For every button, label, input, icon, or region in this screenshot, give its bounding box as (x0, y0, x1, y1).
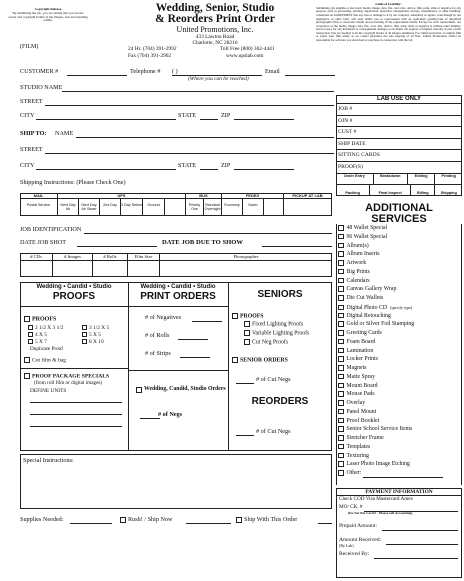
job-identification-field[interactable] (84, 233, 332, 234)
customer-number-label: CUSTOMER # (20, 68, 59, 75)
senior-orders-checkbox[interactable] (232, 357, 238, 363)
service-7[interactable] (338, 286, 396, 294)
company-name: United Promotions, Inc. (176, 25, 254, 34)
service-25[interactable] (338, 444, 370, 452)
print-negs-label: # of Negs (158, 411, 183, 418)
lab-row-3[interactable] (336, 139, 461, 151)
proof-size-2[interactable]: 4 X 5 (28, 332, 47, 338)
service-checkbox[interactable] (338, 365, 344, 371)
service-label: Templates (346, 443, 371, 450)
lab-workflow-row2 (336, 185, 462, 196)
header (118, 3, 312, 60)
service-checkbox[interactable] (338, 383, 344, 389)
ship-option-9[interactable]: Economy (222, 199, 243, 216)
lab-shipping[interactable]: Shipping (440, 191, 457, 195)
seniors-proofs-checkbox[interactable] (232, 313, 238, 319)
received-by-label: Received By: (339, 551, 370, 557)
service-19[interactable] (338, 391, 375, 399)
date-due-label: DATE JOB DUE TO SHOW (162, 239, 243, 246)
ship-option-2[interactable]: Next Day Air Saver (79, 199, 100, 216)
service-checkbox[interactable] (338, 260, 344, 266)
proofs-header (20, 284, 128, 302)
proof-package-option[interactable]: PROOF PACKAGE SPECIALS (24, 373, 109, 380)
ship-city-label: CITY (20, 162, 35, 169)
additional-title-line1: ADDITIONAL (365, 202, 433, 214)
variable-lighting-option[interactable]: Variable Lighting Proofs (244, 330, 309, 337)
wcs-orders-option[interactable]: Wedding, Candid, Studio Orders (136, 386, 226, 393)
negatives-label: # of Negatives (145, 314, 182, 321)
prepaid-field[interactable] (382, 530, 458, 531)
wcs-orders-checkbox[interactable] (136, 387, 142, 393)
service-label: Laser Photo Image Etching (346, 461, 410, 468)
proof-size-2-checkbox[interactable] (28, 332, 33, 337)
shipping-instructions-label: Shipping Instructions: (Please Check One) (20, 179, 126, 186)
card-note: (Do Not Put Card # - Please call Accounting) (348, 511, 413, 515)
service-checkbox[interactable] (338, 426, 344, 432)
service-17[interactable] (338, 374, 375, 382)
service-label: Proof Booklet (346, 417, 380, 424)
film-col-3: Film Size (128, 253, 160, 277)
ship-group-3: FEDEX (222, 193, 284, 199)
service-label: Canvas Gallery Wrap (346, 286, 397, 293)
ship-with-rule (318, 523, 332, 524)
senior-cut-negs-field[interactable] (236, 383, 254, 384)
ship-option-11[interactable] (264, 199, 284, 216)
ship-state-label: STATE (178, 162, 197, 169)
service-label: Texturing (346, 452, 369, 459)
ship-option-3[interactable]: 2nd Day (100, 199, 121, 216)
service-label: Die Cut Wallets (346, 295, 384, 302)
variable-lighting-checkbox[interactable] (244, 330, 250, 336)
service-5[interactable] (338, 269, 370, 277)
proof-size-6-checkbox[interactable] (82, 339, 87, 344)
service-label: Other: (346, 470, 362, 477)
service-label: Artwork (346, 260, 367, 267)
service-checkbox[interactable] (338, 305, 344, 311)
ship-street-label: STREET (20, 146, 43, 153)
ship-option-4[interactable]: 3 Day Select (121, 199, 143, 216)
service-label: Magnets (346, 365, 367, 372)
lab-row-label: PROOF(S) (338, 164, 363, 170)
service-24[interactable] (338, 435, 384, 443)
reorders-cut-negs-field[interactable] (236, 435, 254, 436)
print-orders-title: PRINT ORDERS (140, 290, 216, 302)
print-orders-mid-rule (128, 370, 228, 371)
service-checkbox[interactable] (338, 400, 344, 406)
service-18[interactable] (338, 383, 378, 391)
service-checkbox[interactable] (338, 286, 344, 292)
service-15[interactable] (338, 356, 378, 364)
date-shot-field[interactable] (77, 246, 157, 247)
city-label: CITY (20, 112, 35, 119)
negatives-field[interactable] (192, 321, 222, 322)
service-label: 96 Wallet Special (346, 233, 388, 240)
service-checkbox[interactable] (338, 470, 344, 476)
service-label: Mouse Pads (346, 391, 375, 398)
service-checkbox[interactable] (338, 251, 344, 257)
service-9[interactable] (338, 304, 412, 312)
ship-group-4: PICKUP AT LAB (284, 193, 332, 199)
service-12[interactable] (338, 330, 382, 338)
service-checkbox[interactable] (338, 435, 344, 441)
lab-order-entry[interactable]: Order Entry (336, 174, 374, 184)
rush-option[interactable]: Rush! / Ship Now (120, 516, 173, 523)
service-3[interactable] (338, 251, 380, 259)
print-orders-header (128, 284, 228, 302)
units-line-3[interactable] (30, 426, 122, 427)
service-23[interactable] (338, 426, 412, 434)
strips-label: # of Strips (145, 350, 171, 357)
payment-title: PAYMENT INFORMATION (336, 488, 462, 496)
grid-header-rule (20, 306, 228, 307)
service-checkbox[interactable] (338, 269, 344, 275)
copyright-text: By submitting the job, you are stating that you are the owner and copyright holder of the images, text and anything within. (8, 10, 88, 23)
proofs-checkbox[interactable] (24, 316, 30, 322)
copyright-block (8, 8, 88, 23)
service-21[interactable] (338, 409, 376, 417)
service-label: Matte Spray (346, 373, 375, 380)
proofs-checkbox-row[interactable] (24, 316, 56, 323)
special-instructions-label: Special Instructions: (23, 457, 74, 464)
additional-title-line2: SERVICES (371, 212, 427, 225)
date-shot-label: DATE JOB SHOT (20, 239, 67, 246)
fixed-lighting-option[interactable]: Fixed Lighting Proofs (244, 321, 303, 328)
mo-ck-label: MO/ CK. # (339, 504, 363, 510)
service-4[interactable] (338, 260, 366, 268)
specify-type-note: (specify type) (390, 304, 413, 310)
rolls-label: # of Rolls (145, 332, 170, 339)
senior-cut-negs-label: # of Cut Negs (256, 376, 291, 383)
film-col-2: # Rolls (93, 253, 128, 277)
ship-group-1: UPS (58, 193, 186, 199)
state-label: STATE (178, 112, 197, 119)
service-label: Gold or Silver Foil Stamping (346, 321, 415, 328)
service-checkbox[interactable] (338, 225, 344, 231)
service-label: Big Prints (346, 268, 370, 275)
film-label: (FILM) (20, 44, 39, 50)
ship-option-6[interactable] (165, 199, 186, 216)
service-14[interactable] (338, 348, 373, 356)
additional-services-title (336, 203, 462, 224)
cut-film-checkbox[interactable] (24, 357, 30, 363)
seniors-proofs-option[interactable]: PROOFS (232, 313, 264, 320)
service-label: Panel Mount (346, 408, 377, 415)
website: www.upslab.com (226, 53, 264, 60)
lab-row-label: JOB # (338, 106, 353, 112)
lab-row-2[interactable] (336, 127, 461, 139)
rush-checkbox[interactable] (120, 517, 126, 523)
lab-row-label: CUST # (338, 129, 357, 136)
payment-methods[interactable]: Check COD Visa Mastercard Amex (339, 496, 414, 502)
print-orders-header-sub: Wedding • Candid • Studio (140, 284, 216, 290)
customer-number-field[interactable] (67, 75, 127, 76)
ship-street-field[interactable] (45, 153, 334, 154)
strips-field[interactable] (180, 357, 210, 358)
ship-state-field[interactable] (200, 169, 218, 170)
lab-row-label: OJN # (338, 117, 353, 124)
lab-row-4[interactable] (336, 150, 461, 162)
service-checkbox[interactable] (338, 444, 344, 450)
proof-package-sub: (from roll film or digital images) (34, 380, 103, 386)
ship-option-0[interactable]: Postal Service (20, 199, 58, 216)
grid-divider-2 (228, 282, 229, 451)
service-0[interactable] (338, 225, 387, 233)
other-field[interactable] (363, 472, 443, 478)
service-checkbox[interactable] (338, 278, 344, 284)
service-22[interactable] (338, 418, 379, 426)
ship-zip-field[interactable] (234, 169, 294, 170)
service-label: Foam Board (346, 338, 376, 345)
service-label: Album Inserts (346, 251, 380, 258)
service-checkbox[interactable] (338, 418, 344, 424)
phone-24hr: 24 Hr. (704) 391-2992 (128, 46, 177, 53)
service-27[interactable] (338, 461, 410, 469)
service-label: Calendars (346, 277, 370, 284)
ship-option-5[interactable]: Ground (143, 199, 165, 216)
service-checkbox[interactable] (338, 453, 344, 459)
lab-editing[interactable]: Editing (408, 174, 436, 184)
supplies-label: Supplies Needed: (20, 516, 64, 523)
studio-name-field[interactable] (62, 91, 334, 92)
service-checkbox[interactable] (338, 409, 344, 415)
proof-size-3-checkbox[interactable] (28, 339, 33, 344)
job-identification-label: JOB IDENTIFICATION (20, 226, 82, 233)
lab-row-1[interactable] (336, 116, 461, 128)
define-units-label: DEFINE UNITS (30, 388, 67, 394)
service-checkbox[interactable] (338, 339, 344, 345)
by-lab-note: (By Lab) (339, 543, 354, 548)
amount-received-label: Amount Received: (339, 537, 382, 543)
ship-option-7[interactable]: Priority One (186, 199, 204, 216)
studio-name-label: STUDIO NAME (20, 84, 63, 91)
lab-breakdown[interactable]: Breakdown (374, 174, 408, 184)
seniors-title: SENIORS (257, 289, 303, 300)
service-checkbox[interactable] (338, 461, 344, 467)
cut-neg-proofs-checkbox[interactable] (244, 339, 250, 345)
street-label: STREET (20, 98, 43, 105)
where-reached-note: (Where you can be reached) (188, 76, 249, 82)
service-label: Digital Retouching (346, 312, 391, 319)
service-6[interactable] (338, 278, 370, 286)
proof-size-5-checkbox[interactable] (82, 332, 87, 337)
lab-printing[interactable]: Printing (441, 174, 456, 178)
fax-number: Fax (704) 391-2902 (128, 53, 172, 60)
liability-block (316, 3, 461, 42)
rush-rule (186, 523, 231, 524)
service-1[interactable] (338, 234, 387, 242)
ship-zip-label: ZIP (221, 162, 231, 169)
proofs-header-sub: Wedding • Candid • Studio (36, 284, 112, 290)
service-checkbox[interactable] (338, 348, 344, 354)
lab-row-0[interactable] (336, 104, 461, 116)
ship-option-10[interactable]: Saver (243, 199, 264, 216)
service-checkbox[interactable] (338, 313, 344, 319)
proof-size-4-checkbox[interactable] (82, 325, 87, 330)
copyright-title: Copyright Release (34, 7, 62, 11)
cut-film-option[interactable]: Cut film & bag (24, 357, 66, 364)
service-label: Locker Prints (346, 356, 378, 363)
ship-name-field[interactable] (76, 137, 334, 138)
lab-row-label: SITTING CARDS (338, 152, 380, 159)
phone-tollfree: Toll Free (800) 362-4441 (220, 46, 275, 53)
supplies-field[interactable] (70, 523, 112, 524)
service-16[interactable] (338, 365, 366, 373)
proof-size-4[interactable]: 3 1/2 X 5 (82, 325, 109, 331)
units-line-1[interactable] (30, 402, 122, 403)
proof-size-1[interactable]: 2 1/2 X 3 1/2 (28, 325, 63, 331)
senior-orders-option[interactable]: SENIOR ORDERS (232, 357, 288, 364)
prepaid-label: Prepaid Amount: (339, 523, 378, 529)
received-by-field[interactable] (374, 558, 458, 559)
units-line-2[interactable] (30, 414, 122, 415)
zip-label: ZIP (221, 112, 231, 119)
lab-packing[interactable]: Packing (336, 185, 370, 196)
service-13[interactable] (338, 339, 375, 347)
proof-package-checkbox[interactable] (24, 373, 30, 379)
ship-group-0: MAIL (20, 193, 58, 199)
service-checkbox[interactable] (338, 356, 344, 362)
lab-billing[interactable]: Billing (411, 185, 435, 196)
service-label: Lamination (346, 347, 374, 354)
service-label: Mount Board (346, 382, 378, 389)
service-label: Greeting Cards (346, 330, 382, 337)
zip-field[interactable] (234, 119, 294, 120)
service-label: Digital Photo CD (346, 304, 388, 311)
service-28[interactable] (338, 470, 443, 478)
service-checkbox[interactable] (338, 243, 344, 249)
lab-final-inspect[interactable]: Final Inspect (370, 185, 411, 196)
email-label: Email (265, 68, 280, 75)
ship-city-field[interactable] (36, 169, 176, 170)
proof-size-5[interactable]: 5 X 5 (82, 332, 101, 338)
address-line1: 433 Lawton Road (195, 34, 235, 40)
ship-to-label: SHIP TO: (20, 130, 47, 137)
date-due-field[interactable] (262, 246, 332, 247)
service-label: Stretcher Frame (346, 435, 384, 442)
service-10[interactable] (338, 313, 391, 321)
proofs-mid-rule (20, 368, 128, 369)
service-label: Senior School Service Items (346, 426, 413, 433)
proof-size-3[interactable]: 5 X 7 (28, 339, 47, 345)
service-checkbox[interactable] (338, 295, 344, 301)
state-field[interactable] (200, 119, 218, 120)
cut-neg-proofs-option[interactable]: Cut Neg Proofs (244, 339, 288, 346)
service-20[interactable] (338, 400, 365, 408)
print-negs-field[interactable] (140, 418, 160, 419)
telephone-area-code: ( ) (172, 68, 178, 75)
reorders-title: REORDERS (251, 396, 309, 407)
service-label: Album(s) (346, 242, 369, 249)
proof-size-6[interactable]: 8 X 10 (82, 339, 104, 345)
film-col-1: # Images (53, 253, 93, 277)
service-2[interactable] (338, 243, 369, 251)
ship-with-order-option[interactable]: Ship With This Order (236, 516, 297, 523)
service-checkbox[interactable] (338, 321, 344, 327)
grid-divider-1 (128, 282, 129, 451)
form-title-line2: & Reorders Print Order (155, 13, 275, 25)
service-label: Overlay (346, 400, 366, 407)
city-field[interactable] (36, 119, 176, 120)
lab-row-5[interactable] (336, 162, 461, 174)
form-title-line1: Wedding, Senior, Studio (155, 2, 275, 14)
service-checkbox[interactable] (338, 391, 344, 397)
film-col-4: Photographer (233, 254, 259, 259)
ship-option-8[interactable]: Standard Overnight (204, 199, 222, 216)
duplicate-proof-label: Duplicate Proof (30, 346, 63, 352)
ship-with-order-checkbox[interactable] (236, 517, 242, 523)
lab-row-label: SHIP DATE (338, 140, 366, 147)
ship-option-1[interactable]: Next Day Air (58, 199, 79, 216)
ship-group-2: BUS (186, 193, 222, 199)
service-11[interactable] (338, 321, 414, 329)
rolls-field[interactable] (178, 339, 208, 340)
film-col-0: # CDs (20, 253, 53, 277)
lab-workflow-row1 (336, 174, 462, 185)
proofs-title: PROOFS (52, 290, 96, 302)
fixed-lighting-checkbox[interactable] (244, 321, 250, 327)
liability-title: Limit of Liability: (375, 2, 402, 6)
ship-name-label: NAME (55, 130, 74, 137)
service-checkbox[interactable] (338, 330, 344, 336)
service-checkbox[interactable] (338, 234, 344, 240)
service-26[interactable] (338, 453, 369, 461)
service-checkbox[interactable] (338, 374, 344, 380)
service-label: 48 Wallet Special (346, 225, 388, 232)
lab-use-title: LAB USE ONLY (336, 95, 462, 104)
telephone-label: Telephone # (130, 68, 161, 75)
service-8[interactable] (338, 295, 383, 303)
liability-text: Submitting any tangible or electronic media: image, data, file, card, disc, device, film, print, slide or negative for any purpose, such as processing, printing, duplication, alteration, enlargement, storage, transmission, or other handling, constitutes an AGREEMENT that any loss or damage to it by our company, subsidiary or agents, even though by our negligence or other fault, will only entitle you to replacement with an equivalent quantity/size of unprinted photographic film or electronic media and processing of the replacement media. Except for such replacement, our acceptance of the media, image, data, file, card, disc, device, film, print, slide or negative is without other liability, and recovery for any incidental or consequential damages is excluded. No express or implied warranty is part of this transaction. You are deemed to be the copyright holder of all images submitted. For added protection of original film or prints your film safely as we cannot guarantee the safe keeping of all files. United Promotions cannot be responsible for software you download or purchase in connection with the lab. (316, 5, 461, 42)
amount-received-field[interactable] (386, 544, 458, 545)
address-line2: Charlotte, NC 28216 (192, 40, 238, 47)
proofs-label: PROOFS (32, 316, 57, 323)
email-field[interactable] (285, 75, 335, 76)
street-field[interactable] (45, 105, 334, 106)
reorders-cut-negs-label: # of Cut Negs (256, 428, 291, 435)
proof-size-1-checkbox[interactable] (28, 325, 33, 330)
